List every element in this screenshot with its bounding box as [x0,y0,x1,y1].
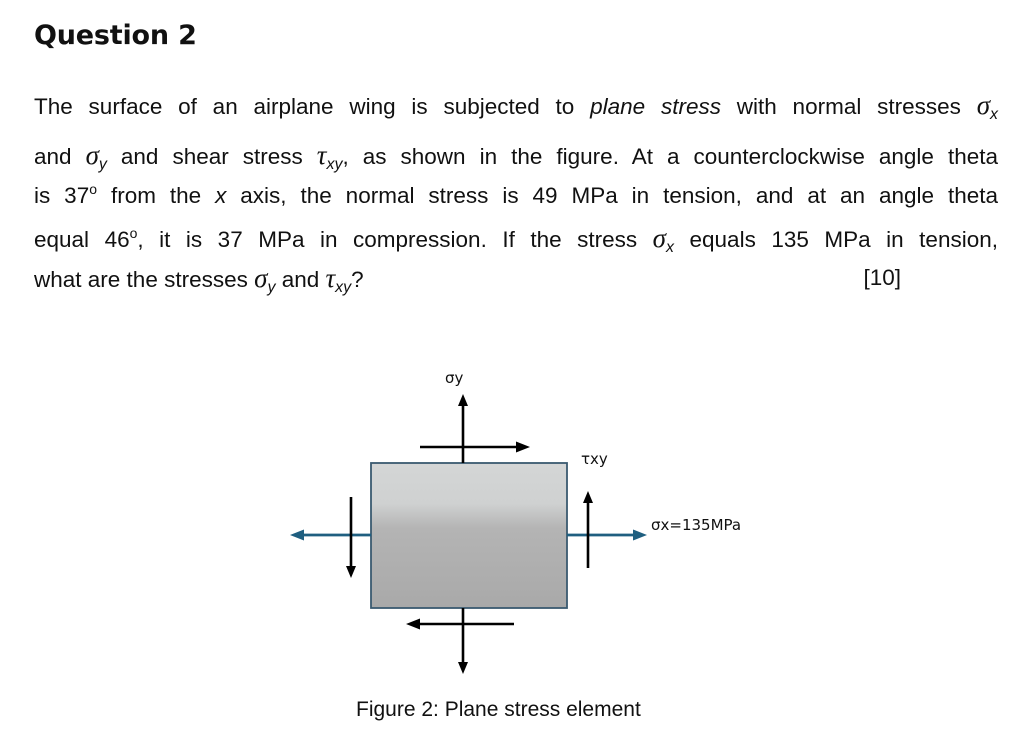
text-span: , as shown in the figure. At a counterclockwise angle theta [342,144,998,169]
marks-label: [10] [863,265,901,290]
text-span: with normal stresses [720,94,977,119]
subscript: x [666,239,674,256]
figure-caption: Figure 2: Plane stress element [356,698,641,721]
shear-left-arrow [346,497,356,578]
tau-symbol: τ [316,140,327,170]
text-span: The surface of an airplane wing is subjected to [34,94,591,119]
stress-element [371,463,567,608]
shear-right-arrow [583,491,593,568]
text-span: and shear stress [106,144,317,169]
text-span: what are the stresses [34,267,255,292]
subscript: y [98,156,107,173]
text-span: and [275,267,326,292]
shear-bottom-arrow [406,619,514,630]
sigma-x-left-arrow [290,530,371,541]
text-span: ? [351,267,364,292]
text-span: equal 46 [34,227,130,252]
subscript: xy [335,279,352,296]
sigma-x-right-arrow [567,530,647,541]
sigma-y-bottom-arrow [458,608,468,674]
question-title: Question 2 [34,20,197,51]
text-span: from the [97,183,216,208]
tau-symbol: τ [325,263,336,293]
sigma-y-top-arrow [458,394,468,463]
text-span: is 37 [34,183,90,208]
tau-xy-label: τxy [581,450,608,468]
degree-superscript: o [89,181,98,197]
sigma-x-label: σx=135MPa [651,516,742,534]
text-span: axis, the normal stress is 49 MPa in tension, and at an angle theta [226,183,998,208]
sigma-symbol: σ [652,223,666,253]
shear-top-arrow [420,442,530,453]
x-variable: x [215,183,227,208]
sigma-symbol: σ [976,90,991,120]
degree-superscript: o [129,225,138,241]
subscript: y [267,279,276,296]
sigma-symbol: σ [85,140,99,170]
sigma-symbol: σ [254,263,268,293]
subscript: x [990,106,999,123]
sigma-y-label: σy [445,369,464,387]
subscript: xy [326,156,343,173]
emphasis-plane-stress: plane stress [590,94,721,119]
text-span: , it is 37 MPa in compression. If the stress [137,227,653,252]
text-span: and [34,144,86,169]
text-span: equals 135 MPa in tension, [674,227,998,252]
